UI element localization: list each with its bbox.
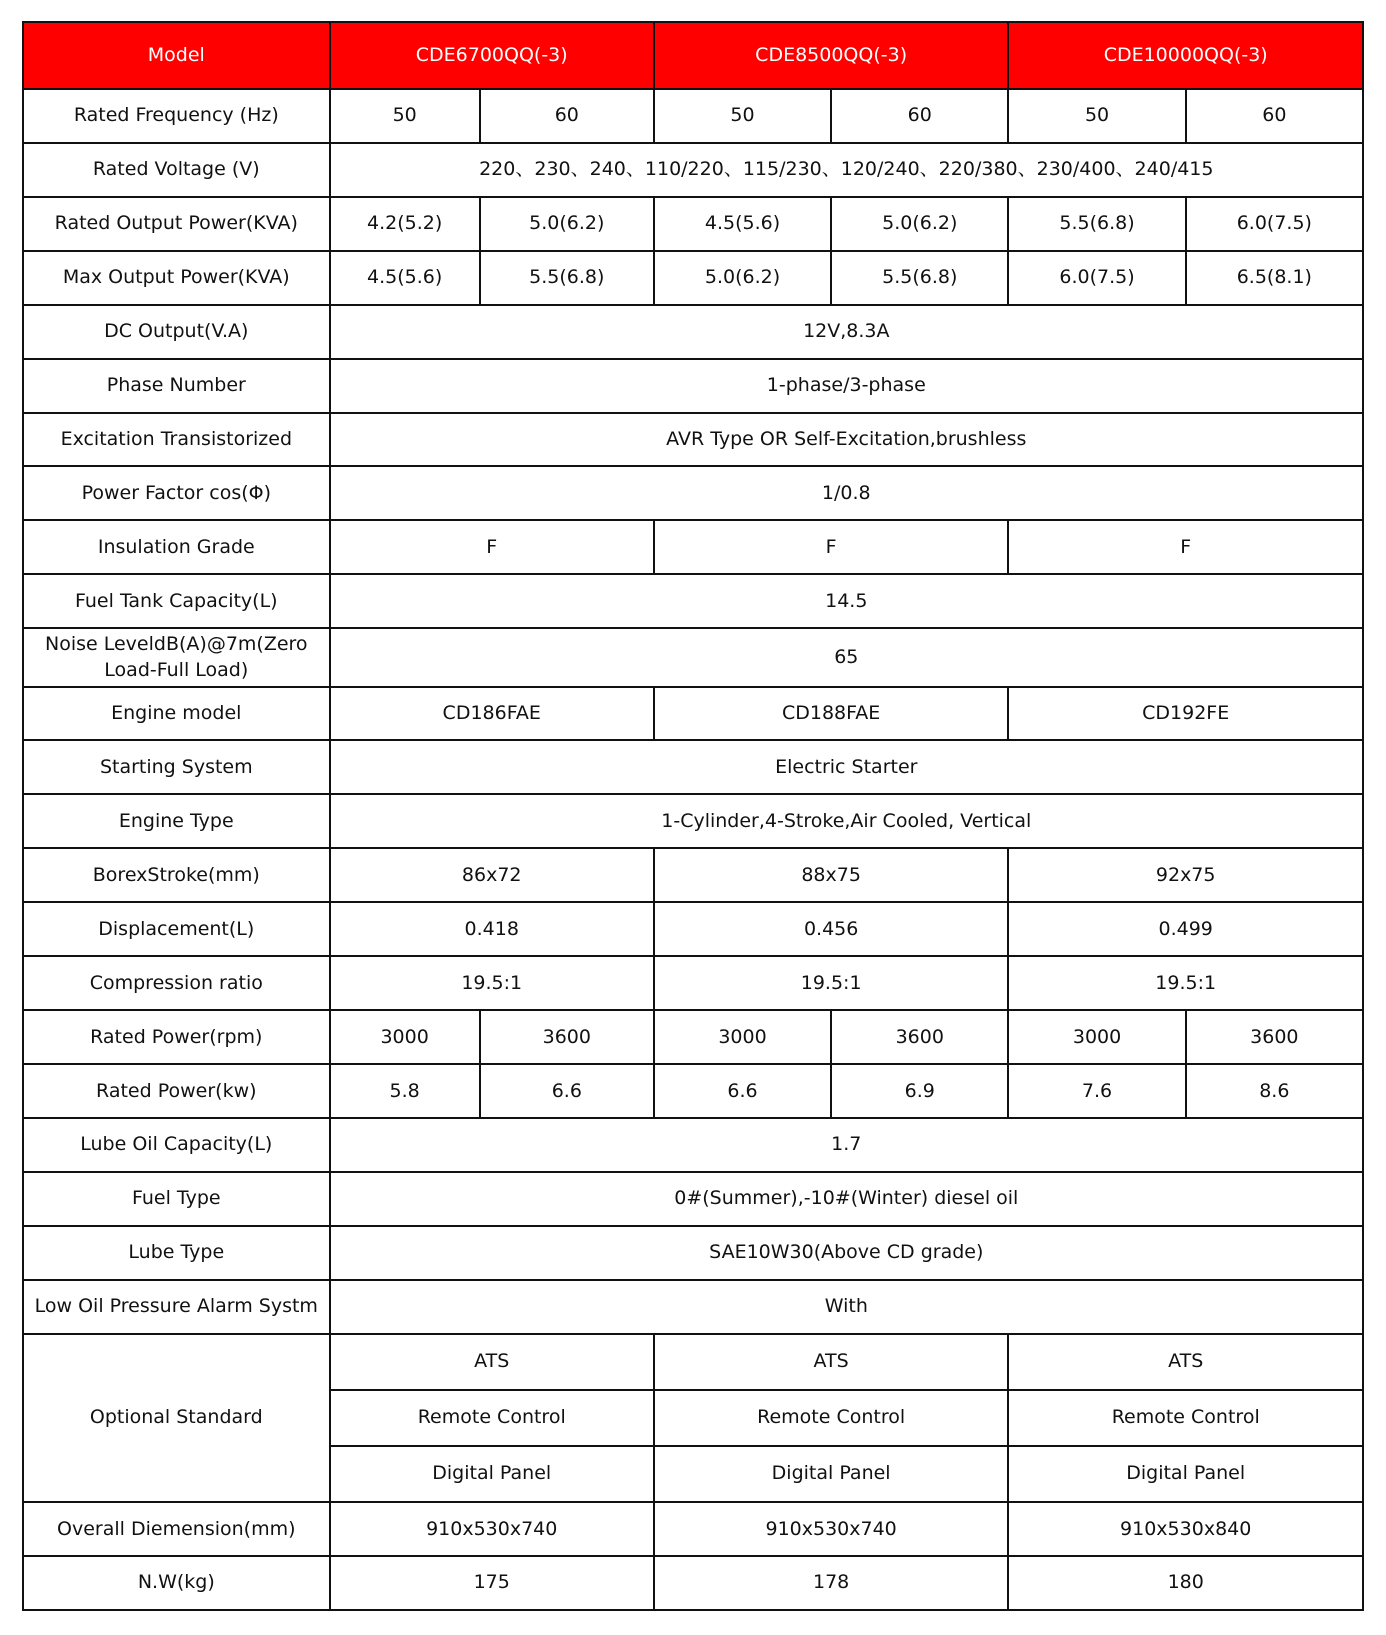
row-label: Fuel Tank Capacity(L)	[23, 574, 330, 628]
cell: 65	[330, 628, 1363, 686]
cell: Digital Panel	[330, 1446, 654, 1502]
row-low-oil-alarm	[23, 1280, 1363, 1334]
cell: 6.9	[831, 1064, 1008, 1118]
cell: 3000	[654, 1010, 831, 1064]
cell: 5.0(6.2)	[480, 197, 654, 251]
row-rated-voltage	[23, 143, 1363, 197]
cell: 6.0(7.5)	[1186, 197, 1363, 251]
cell: 0.499	[1008, 902, 1363, 956]
cell: ATS	[1008, 1334, 1363, 1390]
row-label: Insulation Grade	[23, 520, 330, 574]
cell: 3000	[1008, 1010, 1185, 1064]
row-max-output-power	[23, 251, 1363, 305]
cell: Electric Starter	[330, 740, 1363, 794]
cell: 6.0(7.5)	[1008, 251, 1185, 305]
cell: 5.0(6.2)	[831, 197, 1008, 251]
row-rated-output-power	[23, 197, 1363, 251]
row-overall-dimension	[23, 1502, 1363, 1556]
row-displacement	[23, 902, 1363, 956]
row-label: Fuel Type	[23, 1172, 330, 1226]
cell: 175	[330, 1556, 654, 1610]
cell: 19.5:1	[1008, 956, 1363, 1010]
cell: Digital Panel	[1008, 1446, 1363, 1502]
cell: 5.8	[330, 1064, 480, 1118]
row-label: Rated Voltage (V)	[23, 143, 330, 197]
row-rated-power-rpm	[23, 1010, 1363, 1064]
cell: CD186FAE	[330, 687, 654, 741]
cell: 910x530x740	[654, 1502, 1009, 1556]
header-row	[23, 22, 1363, 89]
cell: 86x72	[330, 848, 654, 902]
cell: 0#(Summer),-10#(Winter) diesel oil	[330, 1172, 1363, 1226]
cell: 3600	[831, 1010, 1008, 1064]
cell: Remote Control	[654, 1390, 1009, 1446]
row-label: N.W(kg)	[23, 1556, 330, 1610]
cell: 12V,8.3A	[330, 305, 1363, 359]
row-excitation	[23, 413, 1363, 467]
cell: F	[654, 520, 1009, 574]
row-label: DC Output(V.A)	[23, 305, 330, 359]
row-engine-type	[23, 794, 1363, 848]
cell: F	[330, 520, 654, 574]
row-starting-system	[23, 740, 1363, 794]
row-optional-ats	[23, 1334, 1363, 1390]
cell: 5.0(6.2)	[654, 251, 831, 305]
cell: 4.5(5.6)	[330, 251, 480, 305]
row-power-factor	[23, 466, 1363, 520]
cell: 6.6	[654, 1064, 831, 1118]
cell: 50	[330, 89, 480, 143]
cell: 4.5(5.6)	[654, 197, 831, 251]
cell: 0.418	[330, 902, 654, 956]
cell: F	[1008, 520, 1363, 574]
cell: ATS	[330, 1334, 654, 1390]
cell: Remote Control	[1008, 1390, 1363, 1446]
cell: 19.5:1	[654, 956, 1009, 1010]
cell: 178	[654, 1556, 1009, 1610]
row-lube-type	[23, 1226, 1363, 1280]
cell: 3600	[1186, 1010, 1363, 1064]
row-label: Overall Diemension(mm)	[23, 1502, 330, 1556]
cell: 910x530x740	[330, 1502, 654, 1556]
row-phase-number	[23, 359, 1363, 413]
cell: 60	[1186, 89, 1363, 143]
row-label: Rated Output Power(KVA)	[23, 197, 330, 251]
cell: 5.5(6.8)	[1008, 197, 1185, 251]
spec-table	[22, 21, 1364, 1611]
cell: CD188FAE	[654, 687, 1009, 741]
cell: 92x75	[1008, 848, 1363, 902]
row-label: Rated Power(rpm)	[23, 1010, 330, 1064]
cell: 19.5:1	[330, 956, 654, 1010]
cell: 14.5	[330, 574, 1363, 628]
header-model-cde10000: CDE10000QQ(-3)	[1008, 22, 1363, 89]
row-label: Power Factor cos(Φ)	[23, 466, 330, 520]
cell: 5.5(6.8)	[480, 251, 654, 305]
header-model-label: Model	[23, 22, 330, 89]
header-model-cde8500: CDE8500QQ(-3)	[654, 22, 1009, 89]
row-label: Displacement(L)	[23, 902, 330, 956]
cell: 7.6	[1008, 1064, 1185, 1118]
cell: 1-phase/3-phase	[330, 359, 1363, 413]
cell: 60	[480, 89, 654, 143]
row-fuel-tank-capacity	[23, 574, 1363, 628]
cell: 1-Cylinder,4-Stroke,Air Cooled, Vertical	[330, 794, 1363, 848]
cell: 60	[831, 89, 1008, 143]
cell: 1/0.8	[330, 466, 1363, 520]
row-label: Noise LeveldB(A)@7m(Zero Load-Full Load)	[23, 628, 330, 686]
cell: 0.456	[654, 902, 1009, 956]
row-label: Compression ratio	[23, 956, 330, 1010]
row-bore-stroke	[23, 848, 1363, 902]
row-rated-frequency	[23, 89, 1363, 143]
cell: 88x75	[654, 848, 1009, 902]
row-rated-power-kw	[23, 1064, 1363, 1118]
row-label: Engine Type	[23, 794, 330, 848]
cell: CD192FE	[1008, 687, 1363, 741]
cell: 180	[1008, 1556, 1363, 1610]
row-fuel-type	[23, 1172, 1363, 1226]
cell: 3000	[330, 1010, 480, 1064]
row-label: Rated Power(kw)	[23, 1064, 330, 1118]
cell: Digital Panel	[654, 1446, 1009, 1502]
cell: AVR Type OR Self-Excitation,brushless	[330, 413, 1363, 467]
row-label: Low Oil Pressure Alarm Systm	[23, 1280, 330, 1334]
row-label: Max Output Power(KVA)	[23, 251, 330, 305]
row-noise-level	[23, 628, 1363, 686]
row-label: Lube Oil Capacity(L)	[23, 1118, 330, 1172]
row-insulation-grade	[23, 520, 1363, 574]
row-lube-oil-capacity	[23, 1118, 1363, 1172]
cell: ATS	[654, 1334, 1009, 1390]
cell: Remote Control	[330, 1390, 654, 1446]
cell: 50	[654, 89, 831, 143]
cell: 6.5(8.1)	[1186, 251, 1363, 305]
row-label: Excitation Transistorized	[23, 413, 330, 467]
row-compression-ratio	[23, 956, 1363, 1010]
cell: 910x530x840	[1008, 1502, 1363, 1556]
row-engine-model	[23, 687, 1363, 741]
cell: 3600	[480, 1010, 654, 1064]
cell: 1.7	[330, 1118, 1363, 1172]
row-net-weight	[23, 1556, 1363, 1610]
row-label: Phase Number	[23, 359, 330, 413]
row-label: Optional Standard	[23, 1334, 330, 1502]
cell: 6.6	[480, 1064, 654, 1118]
cell: SAE10W30(Above CD grade)	[330, 1226, 1363, 1280]
row-label: BorexStroke(mm)	[23, 848, 330, 902]
cell: 220、230、240、110/220、115/230、120/240、220/380、230/400、240/415	[330, 143, 1363, 197]
row-label: Rated Frequency (Hz)	[23, 89, 330, 143]
cell: With	[330, 1280, 1363, 1334]
cell: 5.5(6.8)	[831, 251, 1008, 305]
cell: 8.6	[1186, 1064, 1363, 1118]
header-model-cde6700: CDE6700QQ(-3)	[330, 22, 654, 89]
cell: 4.2(5.2)	[330, 197, 480, 251]
row-label: Engine model	[23, 687, 330, 741]
cell: 50	[1008, 89, 1185, 143]
row-dc-output	[23, 305, 1363, 359]
row-label: Lube Type	[23, 1226, 330, 1280]
row-label: Starting System	[23, 740, 330, 794]
